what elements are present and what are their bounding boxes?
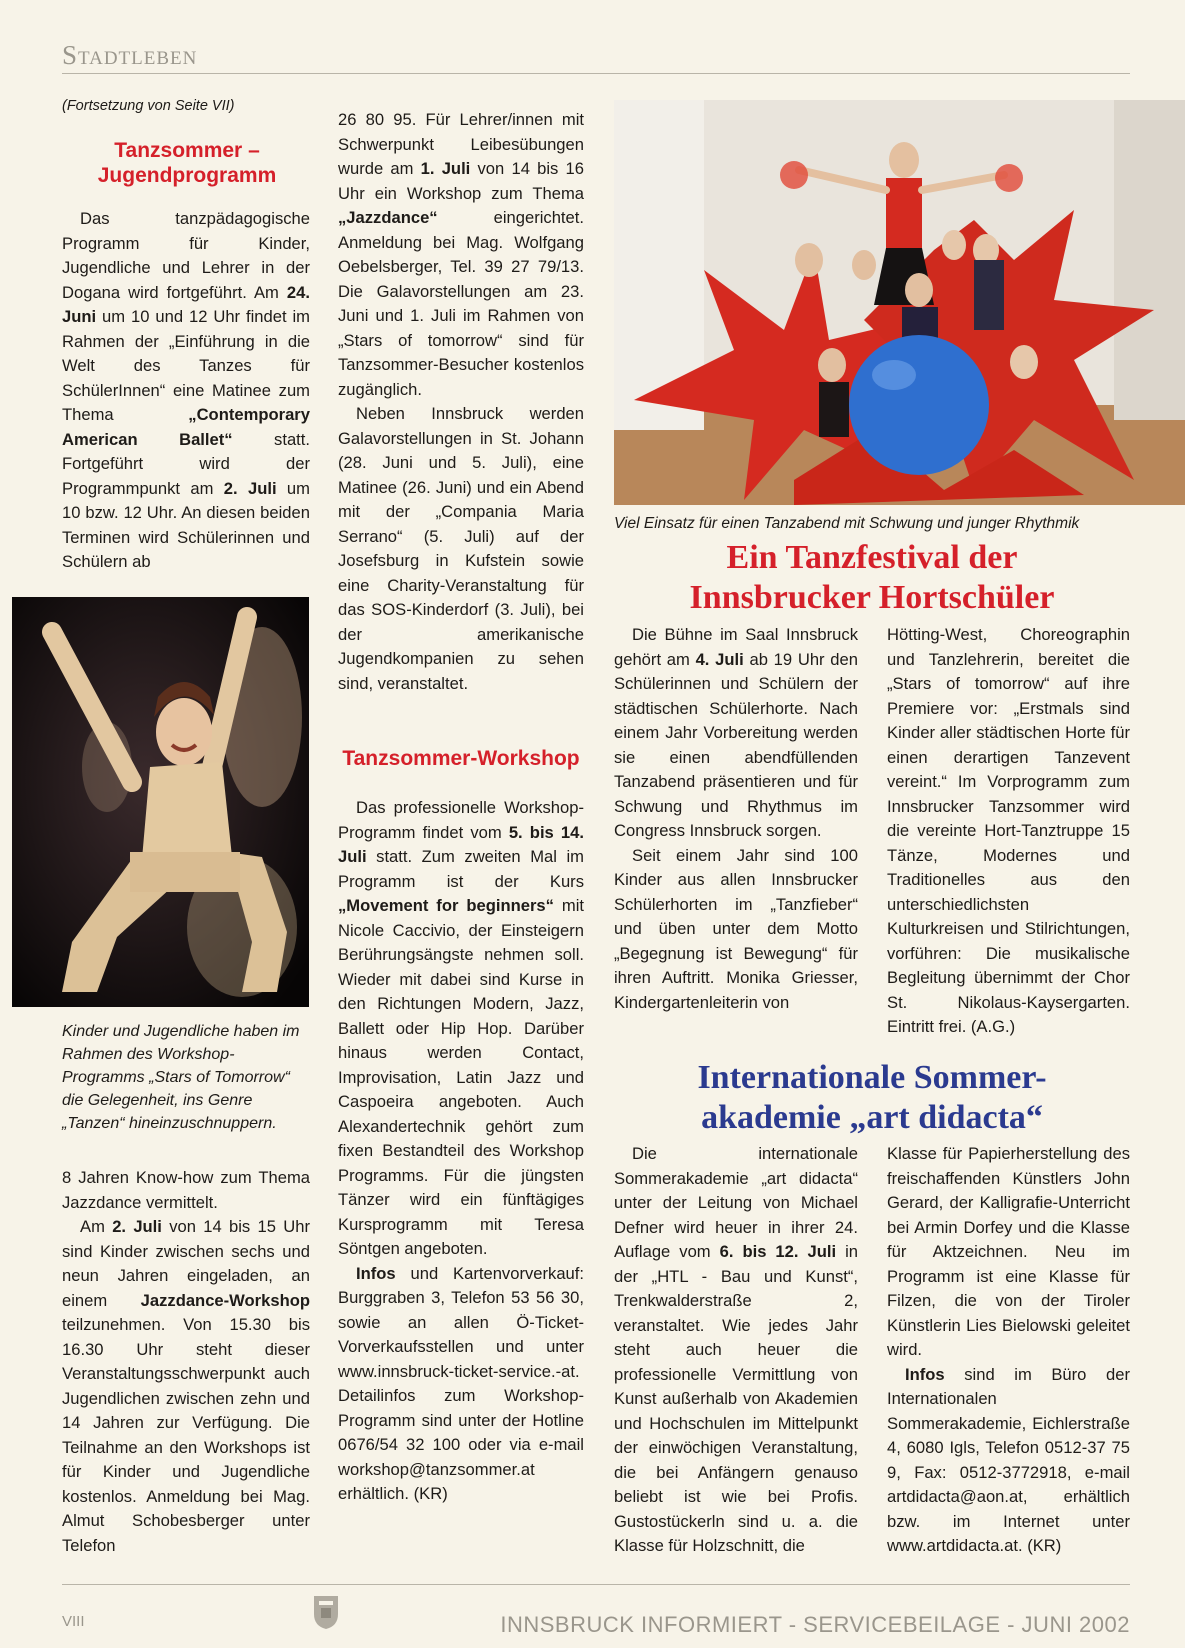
- group-illustration: [614, 100, 1185, 505]
- group-photo: [614, 100, 1185, 505]
- group-photo-caption: Viel Einsatz für einen Tanzabend mit Schwung und junger Rhythmik: [614, 515, 1080, 532]
- footer-rule: [62, 1584, 1130, 1585]
- article-workshop: Das professionelle Workshop-Programm findet vom 5. bis 14. Juli statt. Zum zweiten Mal im Programm ist der Kurs „Movement for beginners“ mit Nicole Caccivio, der Einsteigern Berührungsängste nehmen soll. Wieder mit dabei sind Kurse in den Richtungen Modern, Jazz, Ballett oder Hip Hop. Darüber hinaus werden Contact, Improvisation, Latin Jazz und Caspoeira angeboten. Auch Alexandertechnik gehört zum fixen Bestandteil des Workshop Programms. Für die jüngsten Tänzer wird ein fünftägiges Kursprogramm mit Teresa Söntgen angeboten. Infos und Kartenvorverkauf: Burggraben 3, Telefon 53 56 30, sowie an allen Ö-Ticket-Vorverkaufsstellen und unter www.innsbruck-ticket-service.-at. Detailinfos zum Workshop-Programm sind unter der Hotline 0676/54 32 100 oder via e-mail workshop@tanzsommer.at erhältlich. (KR): [338, 798, 585, 1503]
- publication-name: INNSBRUCK INFORMIERT - SERVICEBEILAGE - JUNI 2002: [500, 1612, 1130, 1637]
- article-jugendprogramm-part1: Das tanzpädagogische Programm für Kinder, Jugendliche und Lehrer in der Dogana wird fortgeführt. Am 24. Juni um 10 und 12 Uhr findet im Rahmen der „Einführung in die Welt des Tanzes für SchülerInnen“ eine Matinee zum Thema „Contemporary American Ballet“ statt. Fortgeführt wird der Programmpunkt am 2. Juli um 10 bzw. 12 Uhr. An diesen beiden Terminen wird Schülerinnen und Schülern ab: [62, 209, 310, 571]
- heading-tanzfestival-line2: Innsbrucker Hortschüler: [689, 579, 1055, 616]
- continued-note: (Fortsetzung von Seite VII): [62, 98, 235, 114]
- heading-sommerakademie-line2: akademie „art didacta“: [701, 1099, 1043, 1136]
- article-tanzfestival-col1: Die Bühne im Saal Innsbruck gehört am 4. Juli ab 19 Uhr den Schülerinnen und Schülern der städtischen Schülerhorte. Nach einem Jahr Vorbereitung werden sie einen abendfüllenden Tanzabend präsentieren und für Schwung und Rhythmus im Congress Innsbruck sorgen. Seit einem Jahr sind 100 Kinder aus allen Innsbrucker Schülerhorten im „Tanzfieber“ und üben unter dem Motto „Begegnung ist Bewegung“ für ihren Auftritt. Monika Griesser, Kindergartenleiterin von: [614, 625, 858, 1012]
- heading-workshop: Tanzsommer-Workshop: [342, 747, 580, 770]
- coat-of-arms-icon: [312, 1592, 340, 1630]
- article-jugendprogramm-part2: 8 Jahren Know-how zum Thema Jazzdance vermittelt. Am 2. Juli von 14 bis 15 Uhr sind Kinder zwischen sechs und neun Jahren eingeladen, an einem Jazzdance-Workshop teilzunehmen. Von 15.30 bis 16.30 Uhr steht dieser Veranstaltungsschwerpunkt auch Jugendlichen zwischen zehn und 14 Jahren zur Verfügung. Die Teilnahme an den Workshops ist für Kinder und Jugendliche kostenlos. Anmeldung bei Mag. Almut Schobesberger unter Telefon: [62, 1168, 310, 1555]
- heading-sommerakademie: [614, 1058, 1130, 1138]
- article-sommerakademie-col2: Klasse für Papierherstellung des freischaffenden Künstlers John Gerard, der Kalligrafie-Unterricht bei Armin Dorfey und die Klasse für Aktzeichnen. Neu im Programm ist eine Klasse für Filzen, die von der Tiroler Künstlerin Lies Bielowski geleitet wird. Infos sind im Büro der Internationalen Sommerakademie, Eichlerstraße 4, 6080 Igls, Telefon 0512-37 75 9, Fax: 0512-3772918, e-mail artdidacta@aon.at, erhältlich bzw. im Internet unter www.artdidacta.at. (KR): [887, 1144, 1130, 1555]
- article-sommerakademie-col1: Die internationale Sommerakademie „art didacta“ unter der Leitung von Michael Defner wird heuer in ihrer 24. Auflage vom 6. bis 12. Juli in der „HTL - Bau und Kunst“, Trenkwalderstraße 2, veranstaltet. Wie jedes Jahr steht auch heuer die professionelle Vermittlung von Kunst außerhalb von Akademien und Hochschulen im Mittelpunkt der einwöchigen Veranstaltung, die bei Anfängern genauso beliebt ist wie bei Profis. Gustostückerln sind u. a. die Klasse für Holzschnitt, die: [614, 1144, 858, 1555]
- dancer-photo-caption: Kinder und Jugendliche haben im Rahmen des Workshop-Programms „Stars of Tomorrow“ die Gelegenheit, ins Genre „Tanzen“ hineinzuschnuppern.: [62, 1023, 300, 1132]
- page-number: VIII: [62, 1613, 85, 1630]
- section-title: Stadtleben: [62, 40, 198, 70]
- dancer-illustration: [12, 597, 309, 1007]
- article-jugendprogramm-part3: 26 80 95. Für Lehrer/innen mit Schwerpunkt Leibesübungen wurde am 1. Juli von 14 bis 16 Uhr ein Workshop zum Thema „Jazzdance“ eingerichtet. Anmeldung bei Mag. Wolfgang Oebelsberger, Tel. 39 27 79/13. Die Galavorstellungen am 23. Juni und 1. Juli im Rahmen von „Stars of tomorrow“ sind für Tanzsommer-Besucher kostenlos zugänglich. Neben Innsbruck werden Galavorstellungen in St. Johann (28. Juni und 5. Juli), eine Matinee (26. Juni) und ein Abend mit der „Compania Maria Serrano“ (5. Juli) auf der Josefsburg in Kufstein sowie eine Charity-Veranstaltung für das SOS-Kinderdorf (3. Juli), bei der amerikanische Jugendkompanien zu sehen sind, veranstaltet.: [338, 110, 584, 693]
- article-tanzfestival-col2: Hötting-West, Choreographin und Tanzlehrerin, bereitet die „Stars of tomorrow“ auf ihre Premiere vor: „Erstmals sind Kinder aller städtischen Horte für einen derartigen Tanzevent vereint.“ Im Vorprogramm zum Innsbrucker Tanzsommer wird die vereinte Hort-Tanztruppe 15 Tänze, Modernes und Traditionelles aus den unterschiedlichsten Kulturkreisen und Stilrichtungen, vorführen: Die musikalische Begleitung übernimmt der Chor St. Nikolaus-Kaysergarten. Eintritt frei. (A.G.): [887, 625, 1130, 1036]
- heading-sommerakademie-line1: Internationale Sommer-: [697, 1059, 1047, 1096]
- heading-tanzfestival-line1: Ein Tanzfestival der: [726, 539, 1018, 576]
- heading-tanzfestival: [614, 538, 1130, 618]
- dancer-photo: [12, 597, 309, 1007]
- header-rule: [62, 73, 1130, 74]
- heading-jugendprogramm: Tanzsommer – Jugendprogramm: [97, 139, 277, 187]
